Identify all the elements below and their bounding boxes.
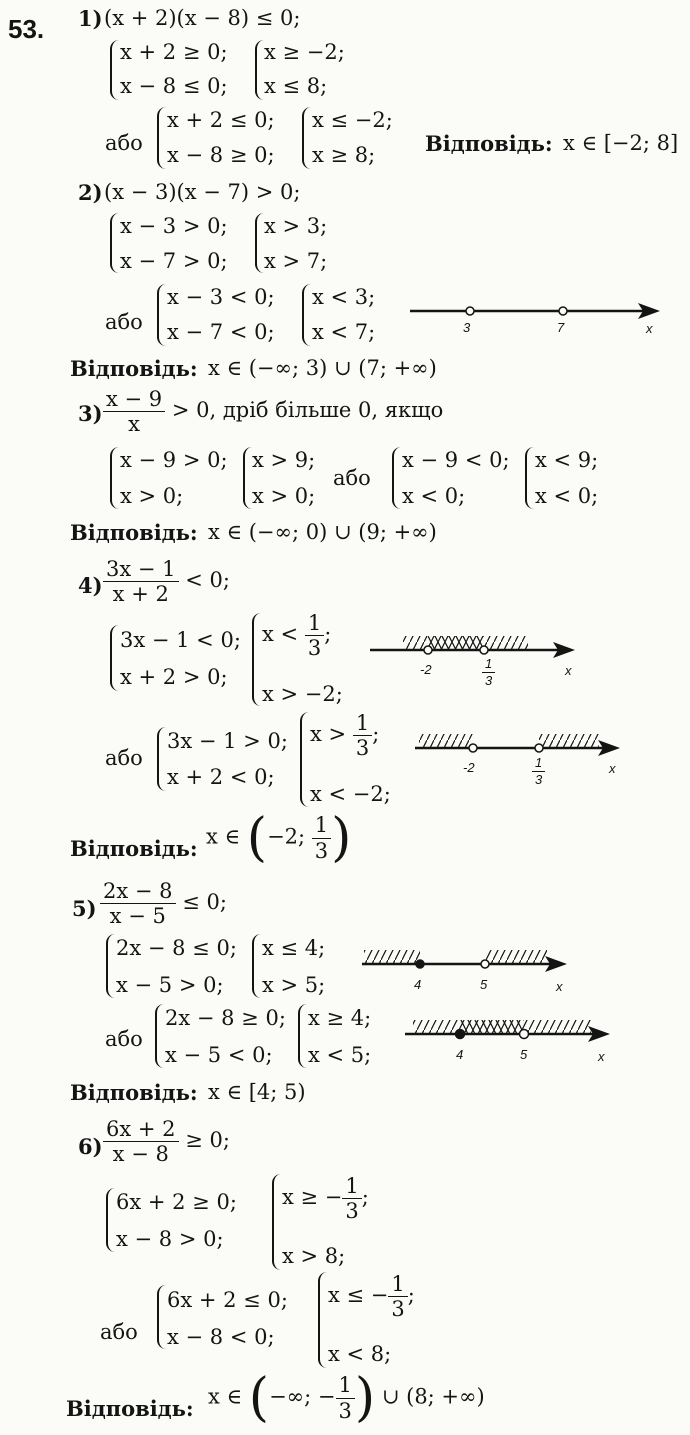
axis-tick-fraction: $\frac{1}{3}$: [482, 657, 495, 687]
system-line: x ≥ 4;: [308, 1006, 372, 1030]
system-line: x < 3;: [312, 285, 376, 309]
answer-label: Відповідь:: [70, 1080, 198, 1105]
system-line: x − 5 < 0;: [165, 1043, 273, 1067]
fraction: $\frac{2x - 8}{x - 5}$: [100, 880, 176, 927]
system-line: x > 9;: [252, 448, 316, 472]
answer-label: Відповідь:: [66, 1396, 194, 1421]
system-brace: [298, 1004, 308, 1068]
system-line: x > 3;: [264, 214, 328, 238]
system-line: x > 0;: [120, 484, 184, 508]
axis-variable: x: [646, 321, 653, 336]
system-line: x < 7;: [312, 320, 376, 344]
system-brace: [300, 712, 310, 807]
axis-tick-label: 7: [557, 320, 565, 335]
system-line: x − 3 < 0;: [167, 285, 275, 309]
fraction: $\frac{1}{3}$: [353, 712, 372, 759]
system-brace: [106, 1188, 116, 1252]
axis-variable: x: [556, 979, 563, 994]
system-brace: [106, 934, 116, 998]
system-line: 6x + 2 ≥ 0;: [116, 1190, 237, 1214]
part-2-label: 2): [78, 180, 103, 205]
system-line: x ≤ 4;: [262, 936, 326, 960]
part-1-label: 1): [78, 6, 103, 31]
answer-value: x ∈ (−∞; 3) ∪ (7; +∞): [208, 356, 437, 380]
system-line: x < −2;: [310, 782, 391, 806]
system-line: x > 0;: [252, 484, 316, 508]
system-line: x < 8;: [328, 1342, 392, 1366]
system-brace: [252, 613, 262, 706]
system-brace: [110, 625, 120, 691]
system-brace: [110, 213, 120, 273]
system-brace: [155, 1004, 165, 1068]
part-4-label: 4): [78, 573, 103, 598]
or-word: або: [100, 1320, 138, 1344]
or-word: або: [333, 466, 371, 490]
fraction: $\frac{6x + 2}{x - 8}$: [103, 1118, 179, 1165]
system-line: x − 8 ≥ 0;: [167, 143, 275, 167]
part-6-label: 6): [78, 1134, 103, 1159]
system-line: x − 3 > 0;: [120, 214, 228, 238]
system-brace: [157, 107, 167, 169]
fraction-relation: ≥ 0;: [185, 1128, 230, 1153]
answer-value: x ∈ [4; 5): [208, 1080, 306, 1104]
system-line: 2x − 8 ≤ 0;: [116, 936, 237, 960]
system-brace: [157, 284, 167, 346]
system-line: x < 9;: [535, 448, 599, 472]
answer-value: x ∈ [−2; 8]: [563, 131, 679, 155]
fraction-relation: > 0,: [171, 398, 217, 423]
fraction: $\frac{x - 9}{x}$: [103, 388, 165, 435]
system-line: x − 7 < 0;: [167, 320, 275, 344]
system-line: x − 8 < 0;: [167, 1325, 275, 1349]
part-3-comment: дріб більше 0, якщо: [222, 398, 444, 423]
system-line: x < 0;: [402, 484, 466, 508]
system-line: x − 9 > 0;: [120, 448, 228, 472]
system-line: x − 7 > 0;: [120, 249, 228, 273]
system-brace: [272, 1174, 282, 1270]
answer-value: x ∈ (−2; $\frac{1}{3}$ ): [206, 808, 352, 868]
system-line: 3x − 1 > 0;: [167, 729, 288, 753]
fraction-relation: ≤ 0;: [182, 890, 227, 915]
fraction: $\frac{1}{3}$: [388, 1273, 407, 1320]
system-brace: [110, 40, 120, 100]
system-line: x − 8 ≤ 0;: [120, 74, 228, 98]
axis-tick-label: 5: [480, 977, 488, 992]
axis-tick-label: 4: [456, 1047, 464, 1062]
axis-tick-label: 4: [414, 977, 422, 992]
system-line: 6x + 2 ≤ 0;: [167, 1288, 288, 1312]
or-word: або: [105, 310, 143, 334]
system-line: x ≤ 8;: [264, 74, 328, 98]
system-line: x > −2;: [262, 682, 343, 706]
system-line: x > 8;: [282, 1244, 346, 1268]
answer-label: Відповідь:: [70, 836, 198, 861]
answer-label: Відповідь:: [425, 131, 553, 156]
axis-variable: x: [598, 1049, 605, 1064]
system-line: x ≤ −2;: [312, 108, 393, 132]
axis-tick-label: -2: [420, 662, 432, 677]
system-line: x − 5 > 0;: [116, 973, 224, 997]
problem-number: 53.: [8, 14, 45, 44]
system-line: x ≥ −2;: [264, 40, 345, 64]
axis-variable: x: [609, 761, 616, 776]
system-line: 3x − 1 < 0;: [120, 628, 241, 652]
system-brace: [302, 284, 312, 346]
system-line: x + 2 < 0;: [167, 765, 275, 789]
answer-label: Відповідь:: [70, 356, 198, 381]
system-brace: [157, 727, 167, 791]
system-brace: [302, 107, 312, 169]
part-1-expression: (x + 2)(x − 8) ≤ 0;: [104, 6, 301, 30]
fraction-relation: < 0;: [185, 568, 230, 593]
system-line: x > 7;: [264, 249, 328, 273]
system-brace: [318, 1272, 328, 1368]
system-line: x − 9 < 0;: [402, 448, 510, 472]
or-word: або: [105, 746, 143, 770]
system-brace: [525, 447, 535, 509]
fraction: $\frac{1}{3}$: [342, 1175, 361, 1222]
system-line: x + 2 ≥ 0;: [120, 40, 228, 64]
answer-value: x ∈ (−∞; − $\frac{1}{3}$ ) ∪ (8; +∞): [208, 1368, 485, 1428]
part-2-expression: (x − 3)(x − 7) > 0;: [104, 180, 301, 204]
fraction: $\frac{3x - 1}{x + 2}$: [103, 558, 179, 605]
fraction: $\frac{1}{3}$: [305, 612, 324, 659]
axis-tick-label: 3: [463, 320, 471, 335]
system-line: 2x − 8 ≥ 0;: [165, 1006, 286, 1030]
system-line: x < 0;: [535, 484, 599, 508]
system-line: x < 5;: [308, 1043, 372, 1067]
system-line: x + 2 ≤ 0;: [167, 108, 275, 132]
system-line: x ≥ 8;: [312, 143, 376, 167]
answer-value: x ∈ (−∞; 0) ∪ (9; +∞): [208, 520, 437, 544]
axis-tick-label: 5: [520, 1047, 528, 1062]
axis-variable: x: [565, 663, 572, 678]
axis-tick-fraction: $\frac{1}{3}$: [532, 756, 545, 786]
part-3-label: 3): [78, 401, 103, 426]
system-brace: [252, 934, 262, 998]
part-5-label: 5): [72, 896, 97, 921]
system-brace: [110, 447, 120, 509]
system-line: x + 2 > 0;: [120, 665, 228, 689]
system-brace: [157, 1285, 167, 1349]
or-word: або: [105, 131, 143, 155]
system-line: x > 5;: [262, 973, 326, 997]
answer-label: Відповідь:: [70, 520, 198, 545]
system-line: x − 8 > 0;: [116, 1227, 224, 1251]
axis-tick-label: -2: [463, 760, 475, 775]
system-brace: [392, 447, 402, 509]
or-word: або: [105, 1027, 143, 1051]
